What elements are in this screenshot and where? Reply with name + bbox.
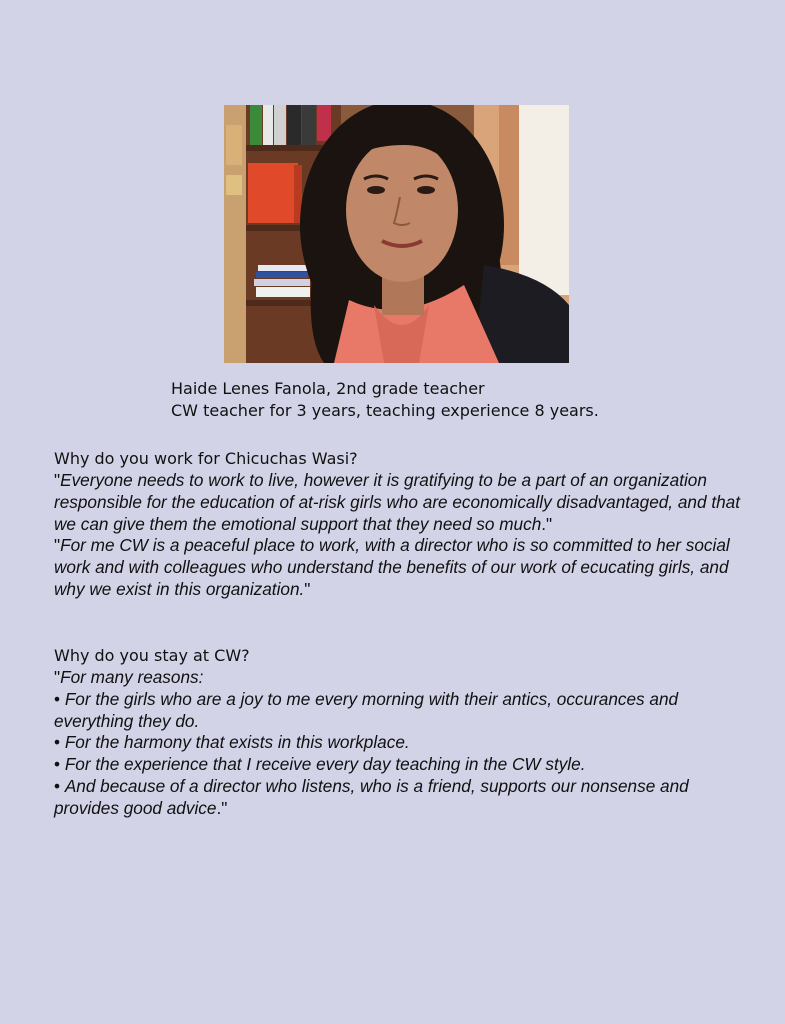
intro-text: For many reasons:: [60, 667, 204, 687]
quote-paragraph: [54, 470, 744, 535]
section-heading: Why do you work for Chicuchas Wasi?: [54, 449, 358, 468]
quote-text: For me CW is a peaceful place to work, with a director who is so committed to her social work and with colleagues who understand the benefits of our work of ecucating girls, and why we exist in this organization.: [54, 535, 730, 599]
list-item: [54, 776, 744, 820]
list-item: [54, 754, 744, 776]
list-item-text: For the girls who are a joy to me every morning with their antics, occurances and everything they do.: [54, 688, 679, 731]
list-item: [54, 732, 744, 754]
teacher-photo: [224, 105, 569, 363]
section-why-work: [54, 448, 744, 601]
section-why-stay: [54, 645, 744, 820]
list-item-text: For the harmony that exists in this workplace.: [64, 732, 410, 753]
list-item-text: And because of a director who listens, who is a friend, supports our nonsense and provides good advice: [54, 775, 689, 818]
quote-mark: ": [304, 578, 311, 599]
bullet-icon: •: [54, 688, 61, 709]
teacher-experience-line: CW teacher for 3 years, teaching experience 8 years.: [171, 401, 599, 420]
intro-line: [54, 667, 744, 689]
quote-mark: ": [54, 667, 61, 687]
quote-mark: ": [54, 470, 61, 490]
quote-mark: ": [54, 535, 61, 556]
bullet-icon: •: [54, 732, 61, 753]
quote-mark: .": [216, 797, 228, 818]
quote-mark: .": [541, 513, 553, 534]
quote-text: Everyone needs to work to live, however it is gratifying to be a part of an organization responsible for the education of at-risk girls who are economically disadvantaged, and that we can give them the emotional support that they need so much: [54, 470, 740, 534]
section-heading: Why do you stay at CW?: [54, 646, 250, 665]
photo-caption: [171, 378, 599, 422]
list-item-text: For the experience that I receive every day teaching in the CW style.: [64, 754, 586, 775]
bullet-icon: •: [54, 754, 61, 775]
list-item: [54, 689, 744, 733]
teacher-portrait-icon: [224, 105, 569, 363]
teacher-name-line: Haide Lenes Fanola, 2nd grade teacher: [171, 379, 485, 398]
quote-paragraph: [54, 535, 744, 600]
bullet-icon: •: [54, 775, 61, 796]
